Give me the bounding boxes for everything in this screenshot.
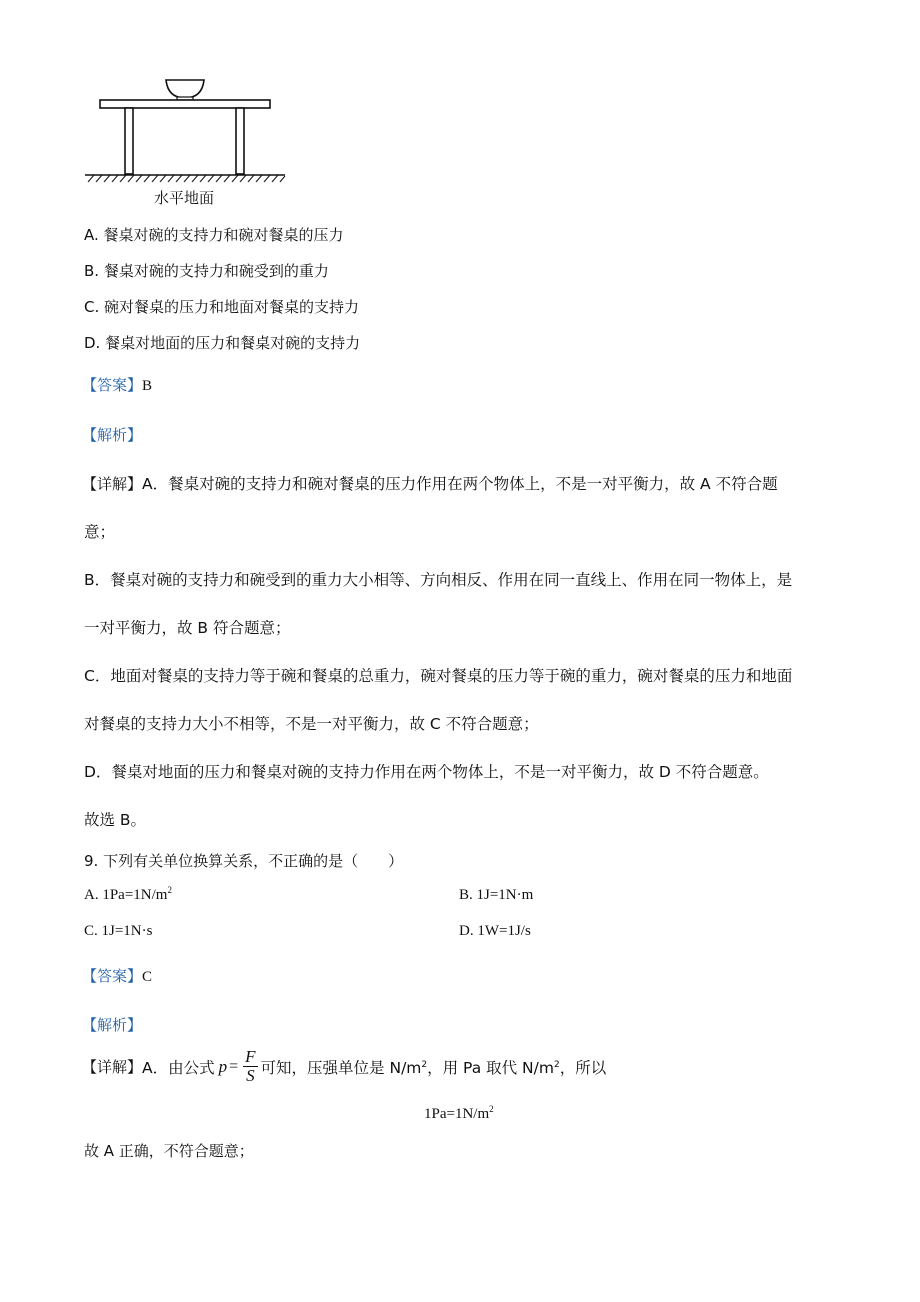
detail-text-cont: 可知，压强单位是 $N/m^2$，用 Pa 取代 $N/m^2$，所以 <box>260 1058 607 1077</box>
q8-option-c: C. 碗对餐桌的压力和地面对餐桌的支持力 <box>84 298 360 316</box>
q8-option-d: D. 餐桌对地面的压力和餐桌对碗的支持力 <box>84 334 361 352</box>
answer-value: B <box>142 378 153 394</box>
answer-value: C <box>142 969 153 985</box>
q9-option-a <box>84 887 172 904</box>
detail-text: A．由公式 <box>142 1058 215 1077</box>
fraction-denominator: S <box>246 1066 255 1085</box>
ground-hatching <box>88 175 285 182</box>
q8-detail-line-7: D．餐桌对地面的压力和餐桌对碗的支持力作用在两个物体上，不是一对平衡力，故 D 不符合题意。 <box>84 763 769 781</box>
formula-p: p <box>218 1056 228 1076</box>
q9-detail-line <box>82 1048 606 1085</box>
detail-tag: 【详解】 <box>82 475 143 493</box>
q8-answer-row <box>82 374 152 395</box>
q8-option-a: A. 餐桌对碗的支持力和碗对餐桌的压力 <box>84 226 344 244</box>
table-leg-right <box>236 108 244 174</box>
q9-formula <box>424 1106 494 1123</box>
analysis-tag: 【解析】 <box>82 1016 143 1034</box>
q9-option-b: B. 1J=1N·m <box>459 887 534 903</box>
q9-option-d: D. 1W=1J/s <box>459 923 531 939</box>
q8-detail-line-3: B．餐桌对碗的支持力和碗受到的重力大小相等、方向相反、作用在同一直线上、作用在同一物体上，是 <box>84 571 793 589</box>
table-leg-left <box>125 108 133 174</box>
q8-conclusion: 故选 B。 <box>84 811 147 829</box>
analysis-tag: 【解析】 <box>82 426 143 444</box>
ground-label: 水平地面 <box>154 189 215 207</box>
q8-option-b: B. 餐桌对碗的支持力和碗受到的重力 <box>84 262 329 280</box>
bowl-shape <box>166 80 204 98</box>
formula-equals: = <box>229 1057 239 1075</box>
q8-detail-line-5: C．地面对餐桌的支持力等于碗和餐桌的总重力，碗对餐桌的压力等于碗的重力，碗对餐桌的压力和地面 <box>84 667 793 685</box>
fraction-numerator: F <box>245 1047 256 1066</box>
q9-option-a-exponent: 2 <box>167 885 172 895</box>
q8-detail-line-6: 对餐桌的支持力大小不相等，不是一对平衡力，故 C 不符合题意； <box>84 715 539 733</box>
q9-stem: 9. 下列有关单位换算关系，不正确的是（ ） <box>84 852 404 870</box>
detail-tag: 【详解】 <box>82 1058 143 1076</box>
q8-detail-line-2: 意； <box>84 523 116 541</box>
q9-option-c: C. 1J=1N·s <box>84 923 153 939</box>
tabletop-shape <box>100 100 270 108</box>
q9-answer-row <box>82 965 152 986</box>
formula-exponent: 2 <box>489 1104 494 1114</box>
formula-fraction <box>243 1048 257 1085</box>
q9-conclusion: 故 A 正确，不符合题意； <box>84 1142 254 1160</box>
answer-tag: 【答案】 <box>82 376 143 394</box>
q9-option-a-text: A. 1Pa=1N/m <box>84 887 168 903</box>
answer-tag: 【答案】 <box>82 967 143 985</box>
formula-text: 1Pa=1N/m <box>424 1106 490 1122</box>
detail-text: A．餐桌对碗的支持力和碗对餐桌的压力作用在两个物体上，不是一对平衡力，故 A 不符合题 <box>142 475 778 493</box>
q8-detail-line-1 <box>82 472 778 494</box>
q8-detail-line-4: 一对平衡力，故 B 符合题意； <box>84 619 291 637</box>
